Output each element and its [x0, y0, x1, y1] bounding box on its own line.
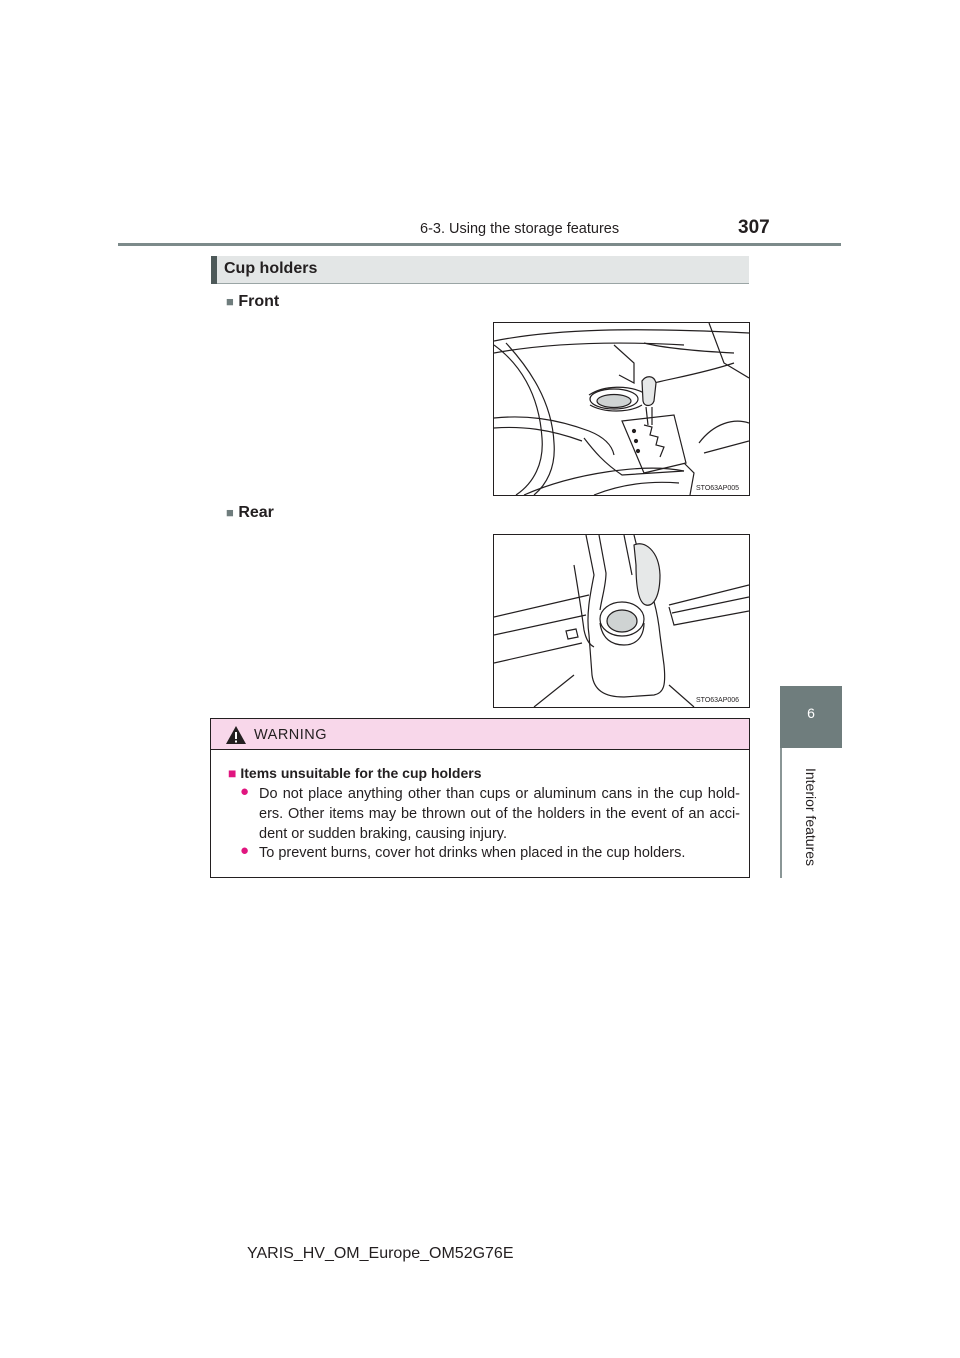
warning-item-title: [228, 765, 482, 781]
subsection-title: Front: [238, 293, 280, 310]
warning-bullet-2: [240, 843, 740, 863]
square-bullet-icon: ■: [228, 765, 237, 781]
chapter-number: 6: [807, 705, 815, 721]
rear-console-drawing: [494, 535, 749, 707]
subsection-front-title: [226, 293, 279, 311]
subsection-rear-title: [226, 504, 274, 522]
warning-triangle-icon: [225, 725, 247, 745]
warning-bullet-1: [240, 784, 740, 844]
round-bullet-icon: ●: [240, 842, 250, 859]
warning-bullet-text: Do not place anything other than cups or aluminum cans in the cup hold-ers. Other items may be thrown out of the holders in the event of an acci-dent or sudden braking, causing injury.: [259, 786, 740, 842]
warning-label: WARNING: [254, 727, 328, 743]
front-console-drawing: [494, 323, 749, 495]
footer-document-code: YARIS_HV_OM_Europe_OM52G76E: [247, 1245, 514, 1262]
front-cup-holder-illustration: [493, 322, 750, 496]
warning-item-title-text: Items unsuitable for the cup holders: [240, 765, 482, 781]
illustration-code: STO63AP006: [696, 697, 740, 704]
warning-bullet-text: To prevent burns, cover hot drinks when placed in the cup holders.: [259, 845, 686, 861]
subsection-title: Rear: [238, 504, 274, 521]
chapter-title: Interior features: [803, 767, 819, 867]
running-header-section: 6-3. Using the storage features: [420, 221, 620, 237]
section-heading-accent: [211, 256, 217, 284]
round-bullet-icon: ●: [240, 783, 250, 800]
page-number: 307: [738, 217, 770, 238]
illustration-code: STO63AP005: [696, 485, 740, 492]
rear-cup-holder-illustration: [493, 534, 750, 708]
square-bullet-icon: ■: [226, 294, 234, 309]
section-heading: Cup holders: [224, 260, 318, 277]
header-rule: [118, 243, 841, 246]
chapter-tab-line: [780, 748, 782, 878]
square-bullet-icon: ■: [226, 505, 234, 520]
